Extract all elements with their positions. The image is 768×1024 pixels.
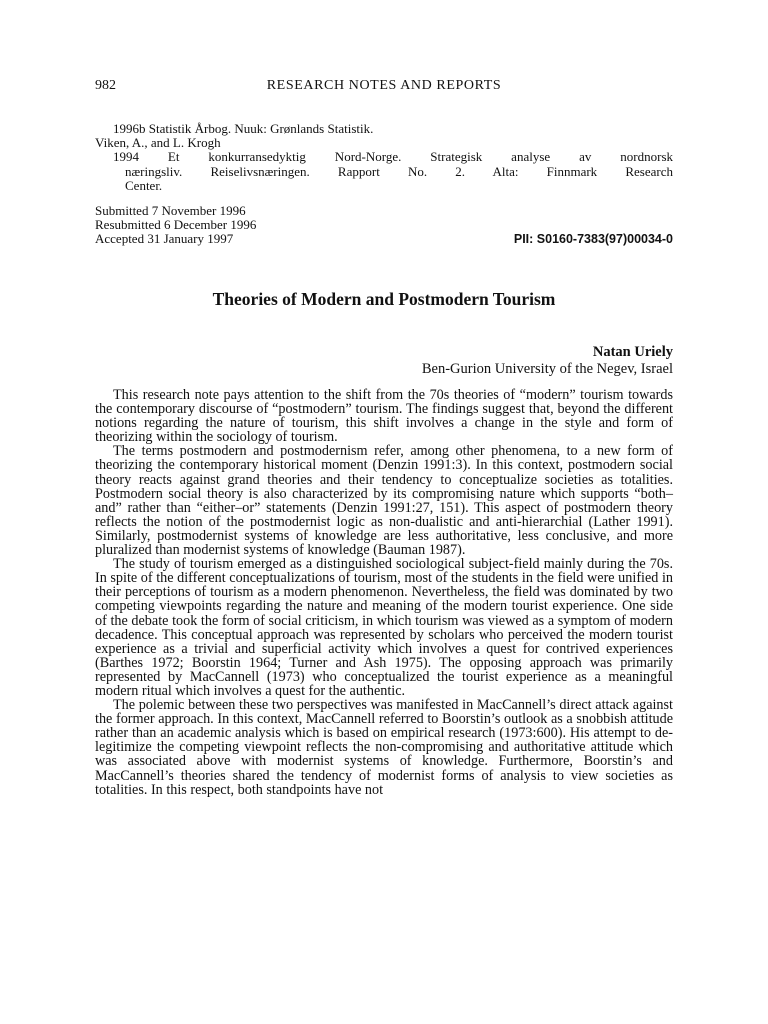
author-affiliation: Ben-Gurion University of the Negev, Israel	[421, 361, 673, 377]
author-name: Natan Uriely	[592, 344, 673, 360]
page-number: 982	[95, 78, 116, 93]
running-header	[95, 78, 673, 96]
resubmitted-date: Resubmitted 6 December 1996	[95, 217, 257, 233]
reference-line: Viken, A., and L. Krogh	[95, 135, 221, 151]
pii-identifier: PII: S0160-7383(97)00034-0	[513, 232, 673, 247]
running-title: RESEARCH NOTES AND REPORTS	[266, 78, 502, 93]
reference-line: 1996b Statistik Årbog. Nuuk: Grønlands Statistik.	[113, 121, 374, 136]
reference-line: 1994 Et konkurransedyktig Nord-Norge. Strategisk analyse av nordnorsk	[113, 149, 673, 165]
article-body	[95, 388, 673, 797]
reference-line: næringsliv. Reiselivsnæringen. Rapport No. 2. Alta: Finnmark Research	[125, 163, 673, 179]
reference-list	[95, 122, 673, 193]
accepted-date: Accepted 31 January 1997	[95, 231, 234, 247]
body-paragraph: The study of tourism emerged as a distinguished sociological subject-field mainly during the 70s. In spite of the different conceptualizations of tourism, most of the students in the field were unified in their perceptions of tourism as a modern phenomenon. Nevertheless, the field was dominated by two competing viewpoints regarding the nature and meaning of the modern tourist experience. One side of the debate took the form of social criticism, in which tourism was viewed as a symptom of modern decadence. This conceptual approach was represented by scholars who perceived the modern tourist experience as a trivial and superficial activity which involves a quest for contrived experiences (Barthes 1972; Boorstin 1964; Turner and Ash 1975). The opposing approach was primarily represented by MacCannell (1973) who conceptualized the tourist experience as a meaningful modern ritual which involves a quest for the authentic.	[95, 556, 673, 699]
reference-line: Center.	[125, 177, 163, 193]
author-block	[95, 344, 673, 378]
article-title: Theories of Modern and Postmodern Tourism	[212, 289, 556, 309]
body-paragraph: This research note pays attention to the shift from the 70s theories of “modern” tourism towards the contemporary discourse of “postmodern” tourism. The findings suggest that, beyond the different notions regarding the nature of tourism, this shift involves a change in the style and form of theorizing within the sociology of tourism.	[95, 387, 673, 446]
body-paragraph: The polemic between these two perspectives was manifested in MacCannell’s direct attack against the former approach. In this context, MacCannell referred to Boorstin’s outlook as a snobbish attitude rather than an academic analysis which is based on empirical research (1973:600). His attempt to de-legitimize the competing viewpoint reflects the non-compromising and authoritative attitude which was associated above with modernist systems of knowledge. Furthermore, Boorstin’s and MacCannell’s theories shared the tendency of modernist forms of analysis to view societies as totalities. In this respect, both standpoints have not	[95, 697, 673, 798]
submitted-date: Submitted 7 November 1996	[95, 203, 246, 218]
body-paragraph: The terms postmodern and postmodernism refer, among other phenomena, to a new form of theorizing the contemporary historical moment (Denzin 1991:3). In this context, postmodern social theory reacts against grand theories and their tendency to conceptualize societies as totalities. Postmodern social theory is also characterized by its compromising nature which supports “both–and” rather than “either–or” statements (Denzin 1991:27, 151). This aspect of postmodern theory reflects the notion of the postmodernist logic as non-dualistic and anti-hierarchial (Lather 1991). Similarly, postmodernist systems of knowledge are less authoritative, less conclusive, and more pluralized than modernist systems of knowledge (Bauman 1987).	[95, 443, 673, 559]
submission-dates	[95, 204, 673, 247]
